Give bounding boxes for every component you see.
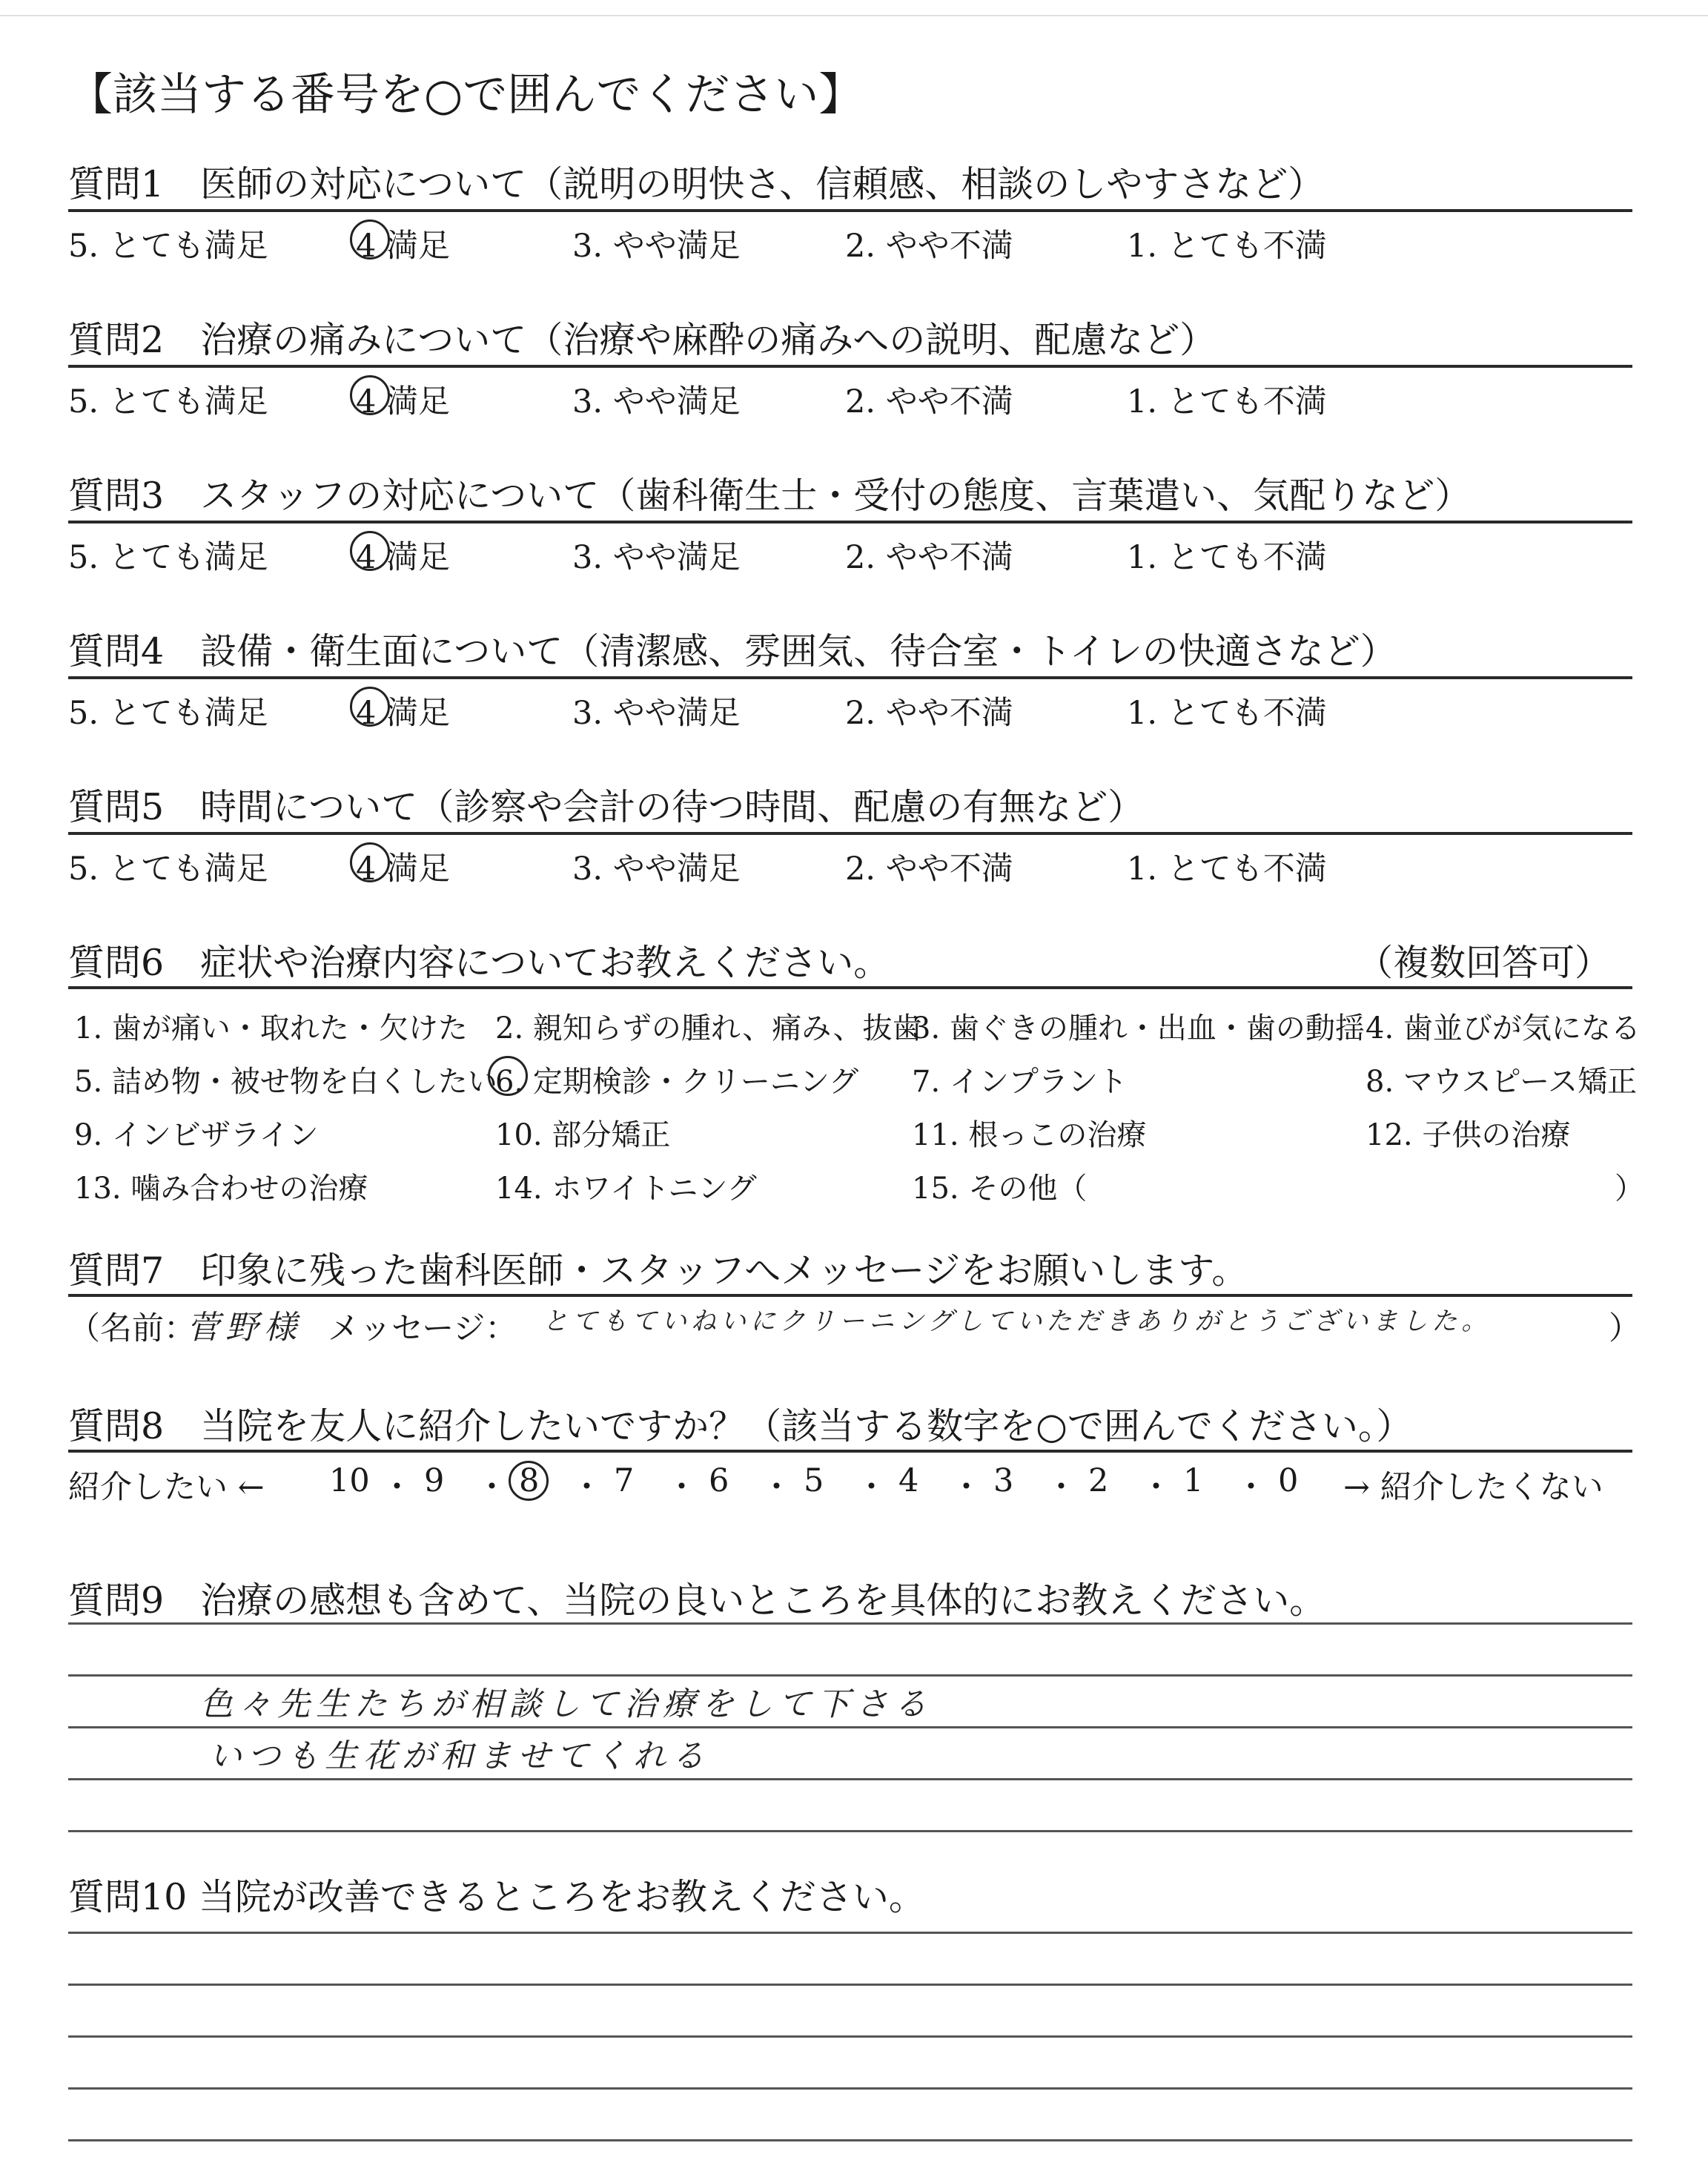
question-2-option-5: 5. とても満足 [68,383,268,420]
q9-answer-2: いつも生花が和ませてくれる [209,1737,710,1775]
q9-line-1 [68,1622,1632,1625]
q8-scale-3: 3 [993,1462,1014,1499]
question-2-rule [68,365,1632,368]
q9-answer-1: 色々先生たちが相談して治療をして下さる [200,1685,933,1723]
q8-scale-separator: ・ [476,1469,508,1506]
q6-selection-circle [488,1056,528,1096]
question-5-title: 質問5 時間について（診察や会計の待つ時間、配慮の有無など） [68,786,1145,828]
question-1-option-5: 5. とても満足 [68,228,268,265]
q10-line-1 [68,1932,1632,1934]
question-3-title: 質問3 スタッフの対応について（歯科衛生士・受付の態度、言葉遣い、気配りなど） [68,475,1472,517]
question-4-selection-circle [350,687,390,727]
q8-scale-separator: ・ [761,1469,792,1506]
q8-scale-6: 6 [709,1462,729,1499]
question-1-title: 質問1 医師の対応について（説明の明快さ、信頼感、相談のしやすさなど） [68,163,1325,205]
question-4-option-4: 4 満足 [356,695,451,732]
q6-option-9: 9. インビザライン [74,1118,319,1152]
q8-left-label: 紹介したい ← [68,1469,265,1506]
question-3-rule [68,521,1632,524]
q6-option-12: 12. 子供の治療 [1366,1118,1571,1152]
q6-note: （複数回答可） [1357,942,1612,984]
question-1-option-3: 3. やや満足 [572,228,741,265]
question-2-selection-circle [350,375,390,415]
question-5-option-2: 2. やや不満 [845,851,1013,888]
q6-option-16: ） [1615,1172,1644,1206]
question-1-option-4: 4 満足 [356,228,451,265]
q9-line-4 [68,1778,1632,1780]
q6-option-15: 15. その他（ [912,1172,1088,1206]
q6-option-10: 10. 部分矯正 [495,1118,671,1152]
q7-name-value: 菅野様 [187,1309,302,1347]
question-3-selection-circle [350,531,390,571]
q8-selection-circle [509,1461,549,1501]
q10-line-5 [68,2139,1632,2141]
q8-rule [68,1450,1632,1453]
q9-line-2 [68,1674,1632,1677]
q7-rule [68,1294,1632,1297]
q6-option-3: 3. 歯ぐきの腫れ・出血・歯の動揺 [912,1011,1365,1046]
question-5-option-3: 3. やや満足 [572,851,741,888]
q6-title: 質問6 症状や治療内容についてお教えください。 [68,942,890,984]
q8-scale-9: 9 [424,1462,445,1499]
q8-scale-separator: ・ [381,1469,413,1506]
question-3-option-2: 2. やや不満 [845,539,1013,576]
q8-scale-7: 7 [614,1462,635,1499]
q8-right-label: → 紹介したくない [1343,1469,1603,1506]
question-2-option-4: 4 満足 [356,383,451,420]
form-header: 【該当する番号を○で囲んでください】 [68,69,864,121]
question-5-option-5: 5. とても満足 [68,851,268,888]
question-4-title: 質問4 設備・衛生面について（清潔感、雰囲気、待合室・トイレの快適さなど） [68,630,1397,673]
q6-option-14: 14. ホワイトニング [495,1172,757,1206]
q6-option-1: 1. 歯が痛い・取れた・欠けた [74,1011,468,1046]
question-2-option-1: 1. とても不満 [1127,383,1327,420]
q8-scale-separator: ・ [950,1469,982,1506]
q6-option-4: 4. 歯並びが気になる [1366,1011,1641,1046]
question-2-title: 質問2 治療の痛みについて（治療や麻酔の痛みへの説明、配慮など） [68,319,1217,361]
question-3-option-3: 3. やや満足 [572,539,741,576]
q8-scale-5: 5 [804,1462,824,1499]
question-3-option-5: 5. とても満足 [68,539,268,576]
q8-scale-separator: ・ [1045,1469,1077,1506]
q7-close: ） [1609,1310,1641,1347]
scan-edge [0,15,1708,16]
question-3-option-4: 4 満足 [356,539,451,576]
q8-scale-4: 4 [898,1462,919,1499]
q7-message-value: とてもていねいにクリーニングしていただきありがとうございました。 [543,1307,1492,1336]
q8-scale-2: 2 [1088,1462,1109,1499]
q8-scale-10: 10 [329,1462,370,1499]
question-4-option-1: 1. とても不満 [1127,695,1327,732]
q8-scale-separator: ・ [1235,1469,1267,1506]
q6-option-5: 5. 詰め物・被せ物を白くしたい [74,1065,497,1099]
q10-line-3 [68,2035,1632,2038]
q10-line-4 [68,2087,1632,2090]
q10-title: 質問10 当院が改善できるところをお教えください。 [68,1876,925,1918]
question-2-option-3: 3. やや満足 [572,383,741,420]
question-4-option-3: 3. やや満足 [572,695,741,732]
question-1-option-1: 1. とても不満 [1127,228,1327,265]
q9-line-3 [68,1726,1632,1728]
q7-title: 質問7 印象に残った歯科医師・スタッフへメッセージをお願いします。 [68,1249,1248,1292]
question-5-option-4: 4 満足 [356,851,451,888]
q8-scale-separator: ・ [666,1469,698,1506]
question-1-rule [68,209,1632,212]
question-5-rule [68,832,1632,835]
q9-line-5 [68,1830,1632,1832]
q8-scale-separator: ・ [1140,1469,1172,1506]
q8-scale-separator: ・ [571,1469,603,1506]
q7-message-label: メッセージ： [328,1310,517,1347]
question-5-option-1: 1. とても不満 [1127,851,1327,888]
question-1-option-2: 2. やや不満 [845,228,1013,265]
q10-line-2 [68,1984,1632,1986]
question-1-selection-circle [350,219,390,260]
q8-scale-8: 8 [519,1462,540,1499]
q6-option-8: 8. マウスピース矯正 [1366,1065,1638,1099]
q7-name-label: （名前： [68,1310,196,1347]
q6-option-7: 7. インプラント [912,1065,1128,1099]
question-5-selection-circle [350,842,390,882]
q9-title: 質問9 治療の感想も含めて、当院の良いところを具体的にお教えください。 [68,1579,1326,1622]
question-4-option-5: 5. とても満足 [68,695,268,732]
question-4-option-2: 2. やや不満 [845,695,1013,732]
q8-scale-1: 1 [1183,1462,1204,1499]
q6-option-2: 2. 親知らずの腫れ、痛み、抜歯 [495,1011,922,1046]
q6-option-6: 6. 定期検診・クリーニング [495,1065,859,1099]
q8-scale-separator: ・ [855,1469,887,1506]
question-2-option-2: 2. やや不満 [845,383,1013,420]
q6-option-13: 13. 噛み合わせの治療 [74,1172,368,1206]
question-4-rule [68,676,1632,679]
q8-scale-0: 0 [1278,1462,1299,1499]
q6-rule [68,986,1632,989]
q8-title: 質問8 当院を友人に紹介したいですか？（該当する数字を○で囲んでください。） [68,1405,1413,1447]
q6-option-11: 11. 根っこの治療 [912,1118,1147,1152]
question-3-option-1: 1. とても不満 [1127,539,1327,576]
